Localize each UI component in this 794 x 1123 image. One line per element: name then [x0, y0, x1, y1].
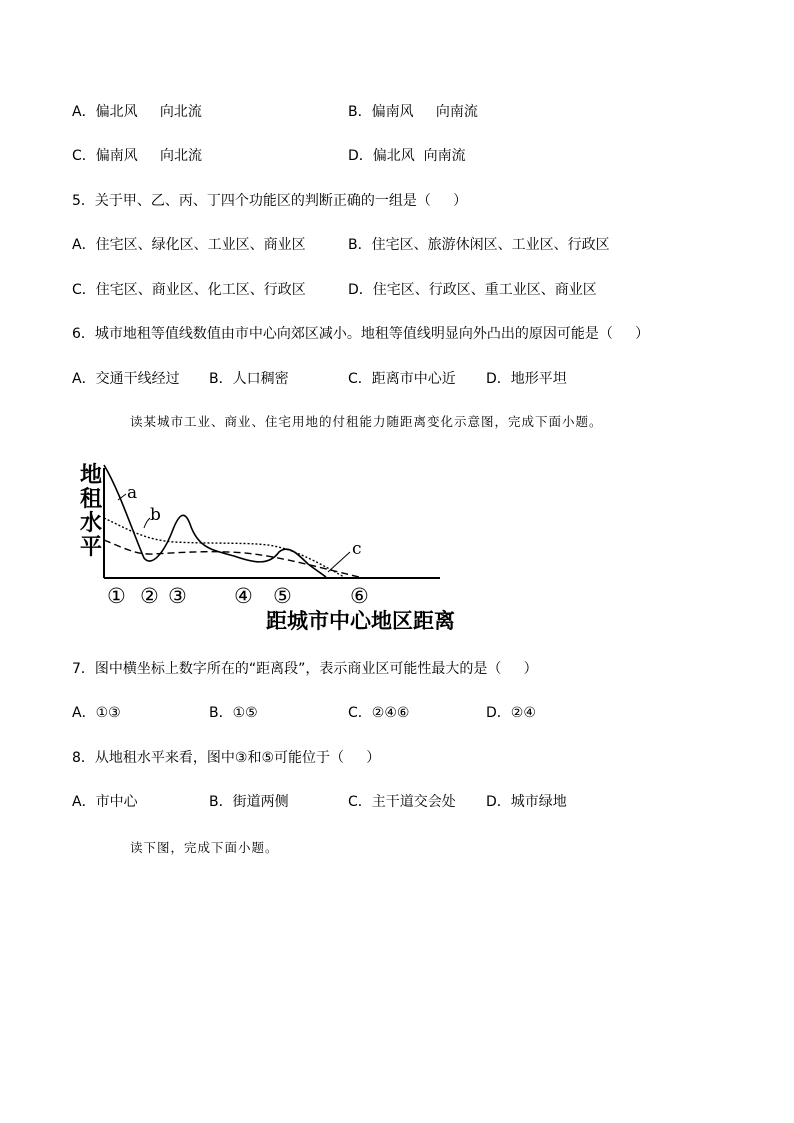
- q6-option-b: B．人口稠密: [209, 371, 289, 387]
- tick-5: ⑤: [273, 584, 292, 608]
- tick-3: ③: [168, 584, 187, 608]
- y-label-char-1: 地: [80, 462, 103, 488]
- q7-option-b: B．①⑤: [209, 705, 258, 721]
- next-figure-intro: 读下图，完成下面小题。: [130, 840, 279, 855]
- curve-c-leader: [328, 552, 350, 572]
- curve-c: [104, 540, 359, 577]
- q8-option-b: B．街道两侧: [209, 794, 289, 810]
- tick-1: ①: [107, 584, 126, 608]
- q6-option-a: A．交通干线经过: [72, 371, 180, 387]
- q4-option-b: B．偏南风 向南流: [348, 104, 478, 120]
- y-label-char-3: 水: [80, 510, 103, 536]
- q7-option-c: C．②④⑥: [348, 705, 410, 721]
- curve-b-label: b: [150, 505, 161, 525]
- q6-stem: 6．城市地租等值线数值由市中心向郊区减小。地租等值线明显向外凸出的原因可能是（ ）: [72, 326, 650, 342]
- q4-option-a: A．偏北风 向北流: [72, 104, 202, 120]
- q8-option-c: C．主干道交会处: [348, 794, 456, 810]
- tick-4: ④: [234, 584, 253, 608]
- q6-option-d: D．地形平坦: [486, 371, 567, 387]
- q5-option-d: D．住宅区、行政区、重工业区、商业区: [348, 282, 597, 298]
- curve-a: [104, 465, 326, 577]
- q4-option-d: D．偏北风 向南流: [348, 148, 466, 164]
- y-label-char-4: 平: [80, 534, 103, 560]
- q5-option-c: C．住宅区、商业区、化工区、行政区: [72, 282, 306, 298]
- q8-option-d: D．城市绿地: [486, 794, 567, 810]
- q6-option-c: C．距离市中心近: [348, 371, 456, 387]
- q5-option-b: B．住宅区、旅游休闲区、工业区、行政区: [348, 237, 610, 253]
- tick-2: ②: [140, 584, 159, 608]
- q4-option-c: C．偏南风 向北流: [72, 148, 203, 164]
- tick-6: ⑥: [350, 584, 369, 608]
- q5-option-a: A．住宅区、绿化区、工业区、商业区: [72, 237, 306, 253]
- rent-curve-svg: [74, 460, 474, 635]
- q8-option-a: A．市中心: [72, 794, 138, 810]
- q5-stem: 5．关于甲、乙、丙、丁四个功能区的判断正确的一组是（ ）: [72, 193, 468, 209]
- q7-option-d: D．②④: [486, 705, 536, 721]
- curve-c-label: c: [352, 539, 362, 559]
- rent-curve-figure: [74, 460, 474, 635]
- curve-a-label: a: [127, 483, 138, 503]
- q7-option-a: A．①③: [72, 705, 121, 721]
- figure-intro: 读某城市工业、商业、住宅用地的付租能力随距离变化示意图，完成下面小题。: [130, 414, 603, 429]
- y-label-char-2: 租: [80, 486, 103, 512]
- q8-stem: 8．从地租水平来看，图中③和⑤可能位于（ ）: [72, 750, 381, 766]
- x-axis-title: 距城市中心地区距离: [266, 608, 455, 633]
- q7-stem: 7．图中横坐标上数字所在的“距离段”，表示商业区可能性最大的是（ ）: [72, 661, 538, 677]
